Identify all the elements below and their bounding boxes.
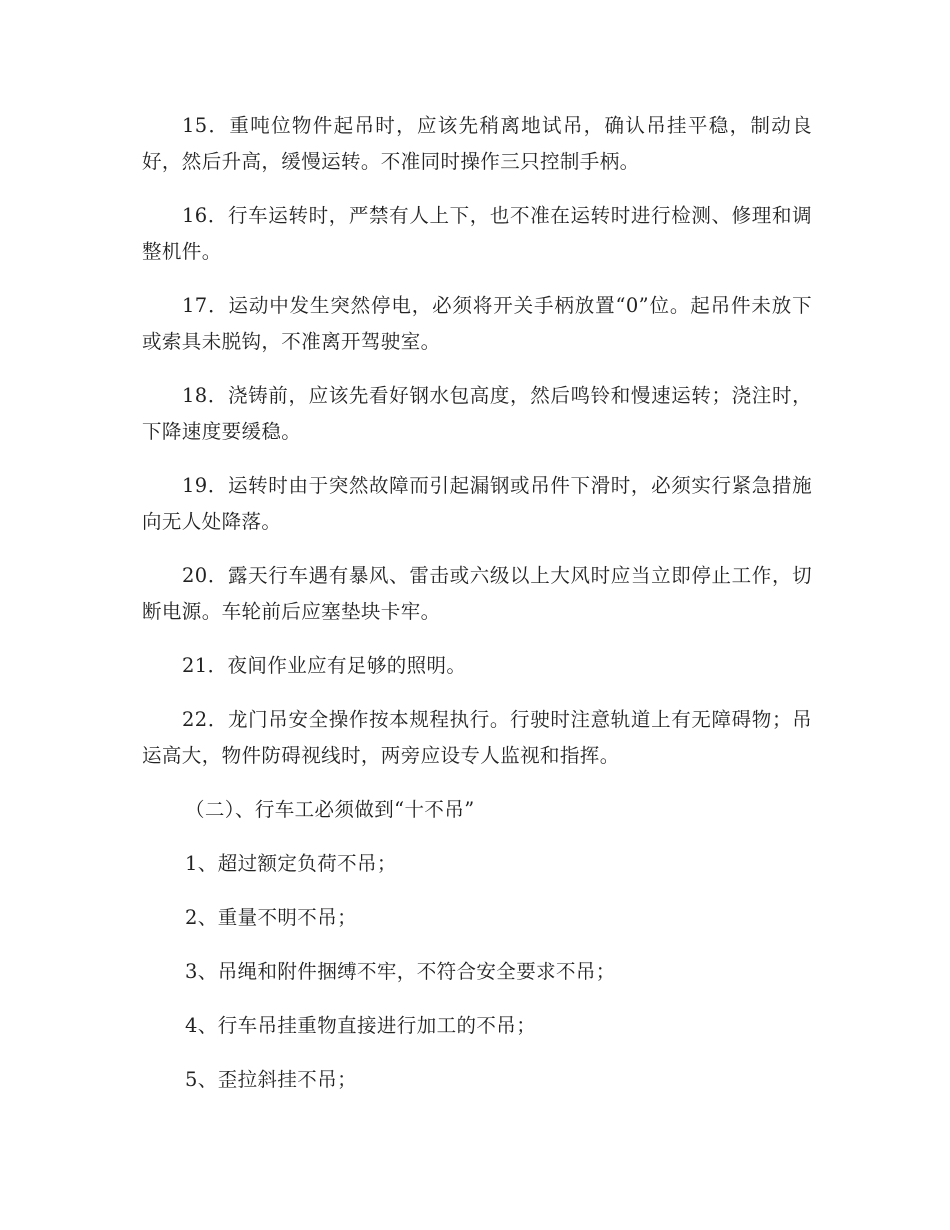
no-lift-item-2: 2、重量不明不吊；: [185, 906, 358, 929]
rule-21: 21．夜间作业应有足够的照明。: [182, 654, 467, 677]
no-lift-item-5: 5、歪拉斜挂不吊；: [185, 1068, 358, 1091]
rule-19: 19．运转时由于突然故障而引起漏钢或吊件下滑时，必须实行紧急措施向无人处降落。: [142, 474, 812, 533]
section-heading: （二）、行车工必须做到“十不吊”: [185, 798, 475, 821]
rule-18: 18．浇铸前，应该先看好钢水包高度，然后鸣铃和慢速运转；浇注时，下降速度要缓稳。: [142, 384, 812, 443]
rule-17: 17．运动中发生突然停电，必须将开关手柄放置“0”位。起吊件未放下或索具未脱钩，不准离开驾驶室。: [142, 294, 812, 353]
rule-20: 20．露天行车遇有暴风、雷击或六级以上大风时应当立即停止工作，切断电源。车轮前后应塞垫块卡牢。: [142, 564, 812, 623]
no-lift-item-1: 1、超过额定负荷不吊；: [185, 852, 397, 875]
no-lift-item-3: 3、吊绳和附件捆缚不牢，不符合安全要求不吊；: [185, 960, 616, 983]
rule-22: 22．龙门吊安全操作按本规程执行。行驶时注意轨道上有无障碍物；吊运高大，物件防碍视线时，两旁应设专人监视和指挥。: [142, 708, 812, 767]
no-lift-item-4: 4、行车吊挂重物直接进行加工的不吊；: [185, 1014, 537, 1037]
rule-16: 16．行车运转时，严禁有人上下，也不准在运转时进行检测、修理和调整机件。: [142, 204, 812, 263]
rule-15: 15．重吨位物件起吊时，应该先稍离地试吊，确认吊挂平稳，制动良好，然后升高，缓慢运转。不准同时操作三只控制手柄。: [142, 114, 812, 173]
